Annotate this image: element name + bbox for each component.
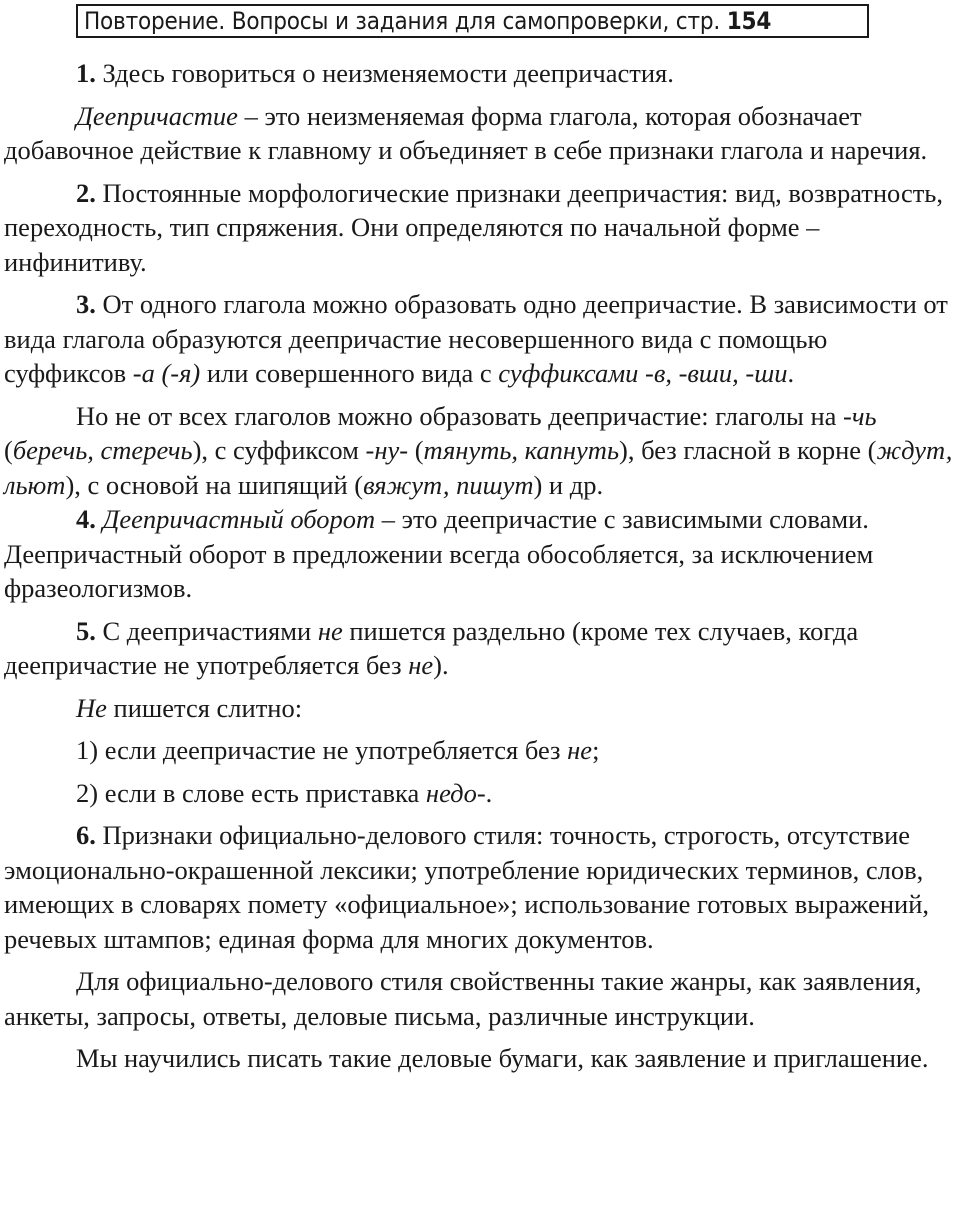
example-2: тянуть, капнуть xyxy=(423,435,620,465)
exceptions-text-e: ), без гласной в корне ( xyxy=(619,435,877,465)
answer-5-together xyxy=(4,691,956,726)
rule-1-text: 1) если деепричастие не употребляется без xyxy=(76,735,561,765)
answer-3-number: 3. xyxy=(76,289,96,319)
learned-text: Мы научились писать такие деловые бумаги, как заявление и приглашение. xyxy=(76,1043,929,1073)
answer-4-text: – это деепричастие с зависимыми словами. Деепричастный оборот в предложении всегда обособляется, за исключением фразеологизмов. xyxy=(4,504,874,603)
suffix-perfective: суффиксами -в, -вши, -ши xyxy=(498,358,788,388)
rule-2-end: . xyxy=(485,777,493,808)
answer-6-text: Признаки официально-делового стиля: точность, строгость, отсутствие эмоционально-окрашенной лексики; употребление юридических терминов, слов, имеющих в словарях помету «официальное»; использование готовых выражений, речевых штампов; единая форма для многих документов. xyxy=(4,820,930,954)
answer-4-term: Деепричастный оборот xyxy=(102,504,376,534)
rule-2-prefix: недо- xyxy=(425,777,486,808)
answer-5-rule-1 xyxy=(4,733,956,768)
exceptions-text-a: Но не от всех глаголов можно образовать деепричастие: глаголы на xyxy=(76,400,837,431)
suffix-chy: -чь xyxy=(843,400,877,431)
answer-5-text-a: С деепричастиями xyxy=(102,615,312,646)
example-3: ждут, льют xyxy=(4,435,953,500)
answer-6-learned xyxy=(4,1041,956,1076)
answer-1 xyxy=(4,56,956,91)
answer-1-text: Здесь говориться о неизменяемости деепричастия. xyxy=(102,58,674,88)
answer-3 xyxy=(4,287,956,391)
suffix-imperfective: -а (-я) xyxy=(132,358,201,388)
answer-6-genres xyxy=(4,964,956,1033)
answer-1-definition xyxy=(4,99,956,168)
header-title: Повторение. Вопросы и задания для самопроверки, стр. xyxy=(84,7,721,35)
document-body xyxy=(4,56,956,1084)
answer-3-text-a: От одного глагола можно образовать одно деепричастие. В зависимости от вида глагола образуются деепричастие несовершенного вида с помощью суффиксов xyxy=(4,289,948,388)
exceptions-text-f: ), с основой на шипящий ( xyxy=(65,469,364,500)
answer-2-text: Постоянные морфологические признаки деепричастия: вид, возвратность, переходность, тип спряжения. Они определяются по начальной форме – инфинитиву. xyxy=(4,177,944,277)
example-4: вяжут, пишут xyxy=(363,469,534,500)
answer-5 xyxy=(4,614,956,683)
answer-5-text-c: ). xyxy=(433,650,449,680)
answer-6-number: 6. xyxy=(76,820,96,850)
exceptions-text-g: ) и др. xyxy=(533,469,604,500)
answer-3-text-c: . xyxy=(787,358,795,388)
answer-4 xyxy=(4,502,956,606)
answer-2-number: 2. xyxy=(76,177,96,208)
answer-5-rule-2 xyxy=(4,776,956,811)
answer-5-number: 5. xyxy=(76,615,96,646)
rule-1-end: ; xyxy=(592,735,600,765)
answer-2 xyxy=(4,176,956,280)
header-page-number: 154 xyxy=(726,7,772,35)
answer-3-exceptions xyxy=(4,399,956,503)
section-header xyxy=(76,4,869,38)
answer-3-text-b: или совершенного вида с xyxy=(206,358,492,388)
particle-ne-2: не xyxy=(408,650,434,680)
answer-4-number: 4. xyxy=(76,504,96,534)
definition-text: – это неизменяемая форма глагола, которая обозначает добавочное действие к главному и объединяет в себе признаки глагола и наречия. xyxy=(4,100,928,165)
definition-term: Деепричастие xyxy=(76,100,238,131)
exceptions-text-b: ( xyxy=(4,435,13,465)
rule-1-particle: не xyxy=(567,735,593,765)
particle-ne-capital: Не xyxy=(76,692,107,723)
genres-text: Для официально-делового стиля свойственны такие жанры, как заявления, анкеты, запросы, ответы, деловые письма, различные инструкции. xyxy=(4,966,922,1031)
example-1: беречь, стеречь xyxy=(12,435,193,465)
exceptions-text-d: ( xyxy=(414,435,424,465)
answer-1-number: 1. xyxy=(76,58,96,88)
exceptions-text-c: ), с суффиксом xyxy=(192,435,359,465)
answer-6 xyxy=(4,818,956,956)
suffix-nu: -ну- xyxy=(365,435,409,465)
particle-ne-1: не xyxy=(317,615,343,646)
rule-2-text: 2) если в слове есть приставка xyxy=(76,777,420,808)
together-text: пишется слитно: xyxy=(113,692,303,723)
answer-5-text-b: пишется раздельно (кроме тех случаев, когда деепричастие не употребляется без xyxy=(4,615,859,680)
